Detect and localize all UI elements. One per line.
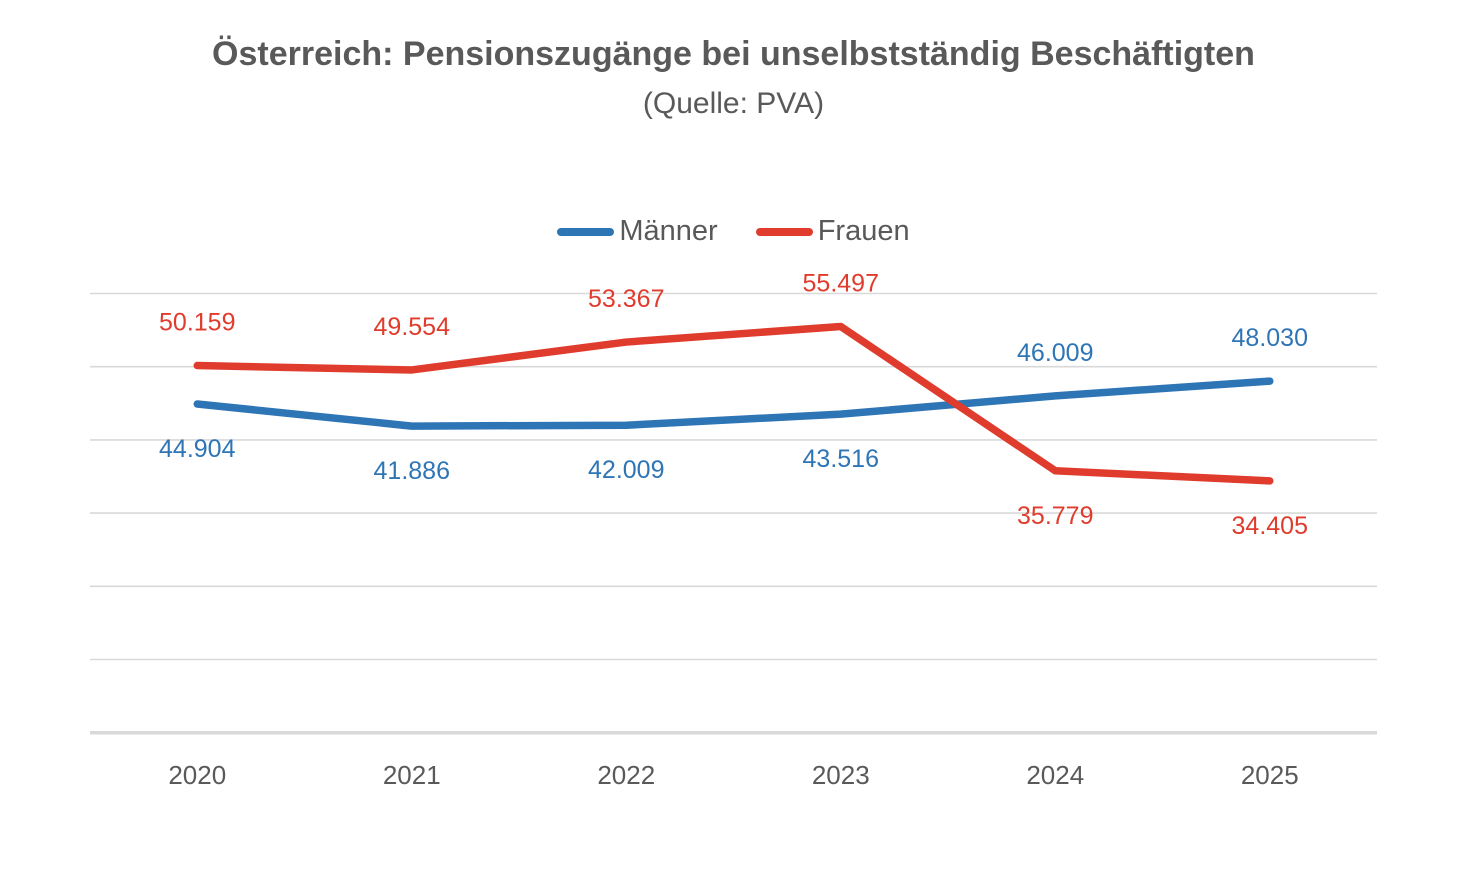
data-labels-frauen xyxy=(159,269,1308,539)
data-label-maenner-2023: 43.516 xyxy=(802,445,879,474)
chart-subtitle: (Quelle: PVA) xyxy=(642,87,825,121)
data-label-frauen-2022: 53.367 xyxy=(588,285,665,314)
x-tick-label-2023: 2023 xyxy=(811,760,870,790)
legend-label-maenner: Männer xyxy=(619,215,718,247)
x-tick-label-2021: 2021 xyxy=(382,760,441,790)
series-line-frauen xyxy=(197,326,1270,480)
data-label-frauen-2024: 35.779 xyxy=(1017,501,1094,530)
data-label-maenner-2024: 46.009 xyxy=(1017,338,1094,367)
x-tick-label-2022: 2022 xyxy=(597,760,656,790)
data-label-maenner-2021: 41.886 xyxy=(373,457,450,486)
chart-title: Österreich: Pensionszugänge bei unselbstständig Beschäftigten xyxy=(212,35,1255,73)
data-label-frauen-2025: 34.405 xyxy=(1231,511,1308,540)
x-tick-label-2025: 2025 xyxy=(1240,760,1299,790)
data-label-maenner-2020: 44.904 xyxy=(159,435,236,464)
x-tick-label-2020: 2020 xyxy=(168,760,227,790)
x-axis-labels xyxy=(168,760,1298,790)
data-labels-maenner xyxy=(159,324,1308,485)
series-line-maenner xyxy=(197,381,1270,426)
data-label-frauen-2021: 49.554 xyxy=(373,312,450,341)
data-label-maenner-2025: 48.030 xyxy=(1231,324,1308,353)
data-label-maenner-2022: 42.009 xyxy=(588,456,665,485)
data-label-frauen-2023: 55.497 xyxy=(802,269,879,298)
data-label-frauen-2020: 50.159 xyxy=(159,308,236,337)
x-tick-label-2024: 2024 xyxy=(1026,760,1085,790)
legend-label-frauen: Frauen xyxy=(817,215,910,247)
